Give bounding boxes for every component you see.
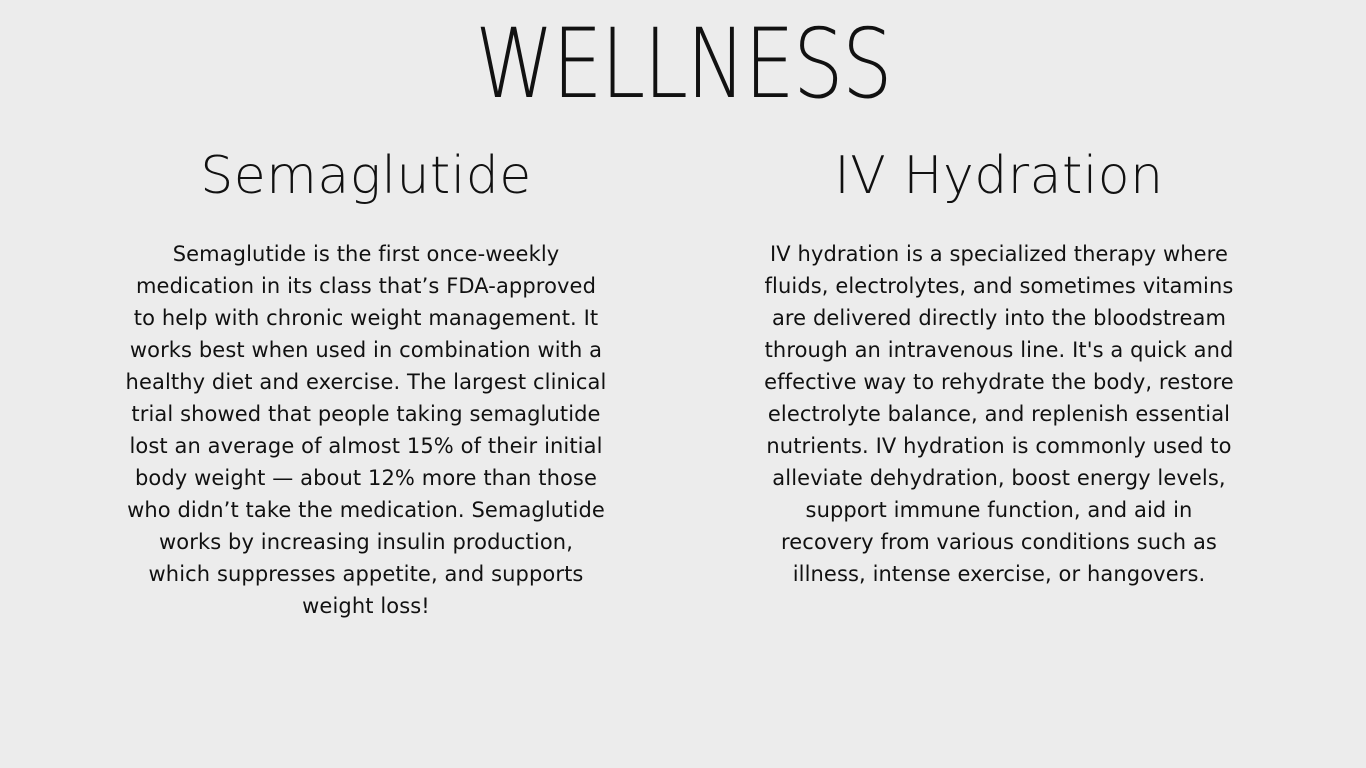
iv-hydration-description: IV hydration is a specialized therapy where fluids, electrolytes, and sometimes vitamins are delivered directly into the bloodstream through an intravenous line. It's a quick and effective way to rehydrate the body, restore electrolyte balance, and replenish essential nutrients. IV hydration is commonly used to alleviate dehydration, boost energy levels, support immune function, and aid in recovery from various conditions such as illness, intense exercise, or hangovers. bbox=[764, 242, 1234, 586]
semaglutide-description: Semaglutide is the first once-weekly medication in its class that’s FDA-approved to help with chronic weight management. It works best when used in combination with a healthy diet and exercise. The largest clinical trial showed that people taking semaglutide lost an average of almost 15% of their initial body weight — about 12% more than those who didn’t take the medication. Semaglutide works by increasing insulin production, which suppresses appetite, and supports weight loss! bbox=[125, 242, 607, 618]
semaglutide-section bbox=[117, 140, 615, 622]
iv-hydration-heading: IV Hydration bbox=[834, 146, 1164, 206]
wellness-wordmark: WELLNESS bbox=[475, 8, 891, 120]
iv-hydration-section bbox=[750, 140, 1248, 590]
semaglutide-heading: Semaglutide bbox=[200, 146, 532, 206]
